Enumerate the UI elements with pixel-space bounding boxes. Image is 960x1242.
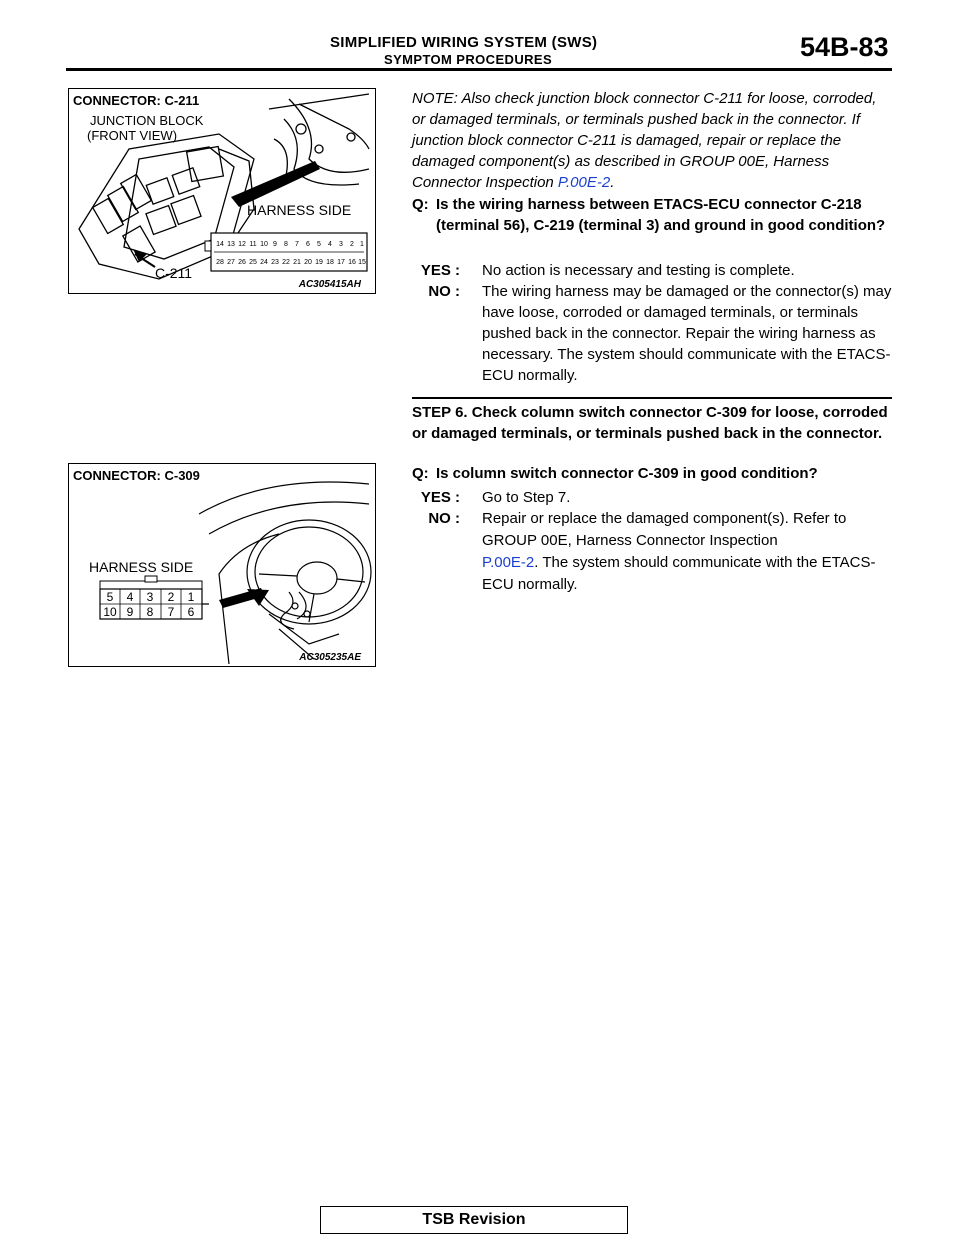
answer-yes [412, 260, 892, 281]
pin-label: 11 [249, 241, 257, 248]
pin-label: 20 [304, 259, 312, 266]
answer-key: NO : [428, 510, 460, 527]
answer-text: Go to Step 7. [482, 489, 571, 506]
answer-no [412, 281, 892, 386]
tsb-revision-footer: TSB Revision [320, 1206, 628, 1234]
junction-block-label [88, 113, 203, 143]
pin-label: 19 [315, 259, 323, 266]
reference-link[interactable]: P.00E-2 [482, 554, 535, 571]
pin-label: 5 [317, 241, 321, 248]
pin-label: 2 [167, 590, 175, 604]
pin-label: 10 [260, 241, 268, 248]
answer-text-part: . The system should communicate with the ETACS-ECU normally. [482, 554, 876, 593]
pin-label: 4 [328, 241, 332, 248]
pin-label: 6 [306, 241, 310, 248]
pin-label: 21 [293, 259, 301, 266]
pin-label: 7 [295, 241, 299, 248]
note-end: . [610, 174, 615, 191]
pin-label: 5 [106, 590, 114, 604]
pin-label: 25 [249, 259, 257, 266]
junction-block-label-line2: (FRONT VIEW) [87, 128, 178, 143]
pin-label: 12 [238, 241, 246, 248]
note-paragraph [412, 88, 892, 193]
question-text: Is the wiring harness between ETACS-ECU connector C-218 (terminal 56), C-219 (terminal 3) and ground in good condition? [436, 196, 886, 234]
header-rule [66, 68, 892, 71]
note-text: NOTE: Also check junction block connector C-211 for loose, corroded, or damaged terminals, or terminals pushed back in the connector. If junction block connector C-211 is damaged, repair or replace the damaged component(s) as described in GROUP 00E, Harness Connector Inspection [412, 90, 877, 191]
pin-label: 9 [273, 241, 277, 248]
pin-label: 15 [358, 259, 366, 266]
pin-label: 26 [238, 259, 246, 266]
section-subtitle: SYMPTOM PROCEDURES [384, 52, 553, 67]
step-6-heading: STEP 6. Check column switch connector C-309 for loose, corroded or damaged terminals, or terminals pushed back in the connector. [412, 404, 888, 442]
answer-no [412, 508, 892, 596]
junction-block-label-line1: JUNCTION BLOCK [90, 113, 204, 128]
pin-label: 22 [282, 259, 290, 266]
pin-label: 14 [216, 241, 224, 248]
pin-label: 1 [187, 590, 195, 604]
harness-side-label: HARNESS SIDE [247, 202, 352, 218]
answer-yes [412, 487, 892, 508]
page-number: 54B-83 [800, 32, 889, 62]
question-1 [412, 194, 892, 236]
pin-label: 13 [227, 241, 235, 248]
answer-text: The wiring harness may be damaged or the connector(s) may have loose, corroded or damaged terminals, or terminals pushed back in the connector. Repair the wiring harness as necessary. The system should communicate with the ETACS-ECU normally. [482, 283, 892, 384]
answer-key: YES : [420, 489, 460, 506]
pin-label: 7 [167, 605, 175, 619]
figure-code: AC305235AE [299, 652, 361, 663]
pin-label: 6 [187, 605, 195, 619]
question-mark: Q: [412, 196, 429, 213]
question-mark: Q: [412, 465, 429, 482]
connector-label: C-211 [155, 265, 193, 281]
pin-label: 2 [350, 241, 354, 248]
pin-label: 8 [146, 605, 154, 619]
pin-label: 24 [260, 259, 268, 266]
figure-connector-c309 [68, 463, 376, 667]
figure-title: CONNECTOR: C-309 [73, 468, 200, 483]
pin-label: 17 [337, 259, 345, 266]
pin-label: 3 [339, 241, 343, 248]
pin-label: 4 [126, 590, 134, 604]
pin-label: 1 [360, 241, 364, 248]
figure-title: CONNECTOR: C-211 [73, 93, 200, 108]
pin-label: 10 [103, 605, 117, 619]
pin-label: 23 [271, 259, 279, 266]
pin-label: 16 [348, 259, 356, 266]
note-reference-link[interactable]: P.00E-2 [557, 174, 611, 191]
section-title: SIMPLIFIED WIRING SYSTEM (SWS) [330, 34, 598, 51]
harness-side-label: HARNESS SIDE [89, 559, 194, 575]
step-divider [412, 397, 892, 399]
answer-text: No action is necessary and testing is complete. [482, 262, 795, 279]
pin-label: 18 [326, 259, 334, 266]
figure-connector-c211 [68, 88, 376, 294]
answer-text [482, 508, 892, 596]
answer-text-part: Repair or replace the damaged component(s). Refer to GROUP 00E, Harness Connector Inspection [482, 510, 847, 549]
answer-key: YES : [420, 262, 460, 279]
pin-label: 28 [216, 259, 224, 266]
figure-code: AC305415AH [298, 279, 361, 290]
pin-label: 27 [227, 259, 235, 266]
pin-label: 3 [146, 590, 154, 604]
question-2 [412, 463, 892, 484]
question-text: Is column switch connector C-309 in good condition? [436, 465, 818, 482]
answer-key: NO : [428, 283, 460, 300]
pin-label: 9 [126, 605, 134, 619]
pin-label: 8 [284, 241, 288, 248]
